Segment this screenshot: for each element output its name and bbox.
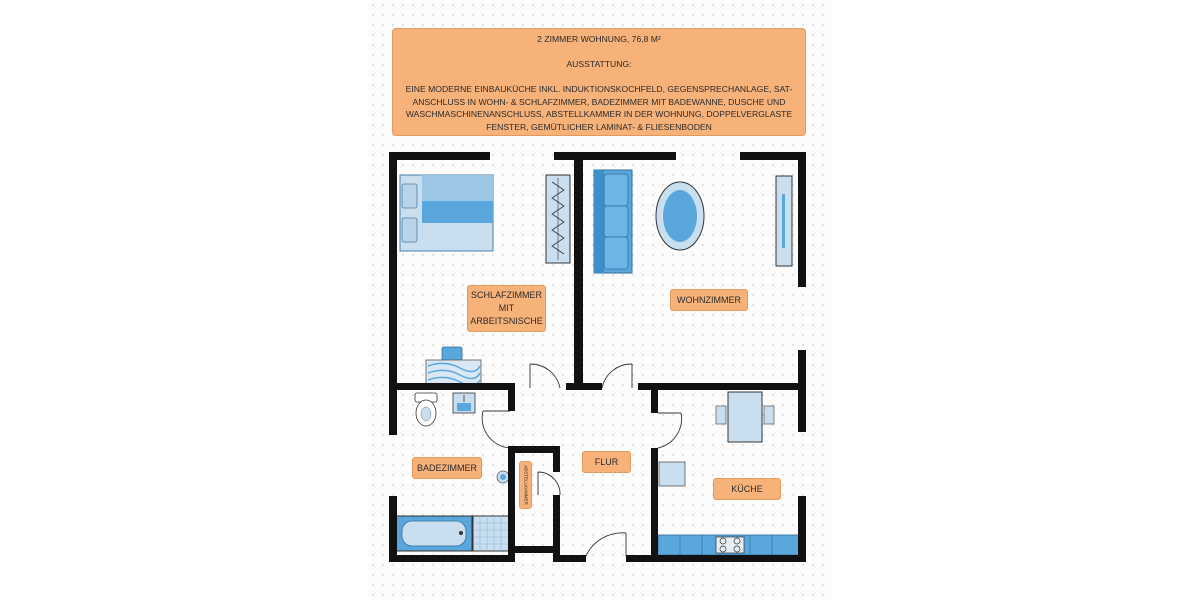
door-bedroom-icon xyxy=(530,364,560,388)
tv-unit-icon xyxy=(776,176,792,266)
room-label-badezimmer: BADEZIMMER xyxy=(412,457,482,479)
sink-icon xyxy=(453,393,475,413)
kitchen-counter-icon xyxy=(658,535,801,555)
features-line-4: FENSTER, GEMÜTLICHER LAMINAT- & FLIESENBODEN xyxy=(486,121,712,132)
sofa-icon xyxy=(594,170,632,273)
features-line-2: ANSCHLUSS IN WOHN- & SCHLAFZIMMER, BADEZIMMER MIT BADEWANNE, DUSCHE UND xyxy=(412,96,786,107)
abstellkammer-text: ABSTELLKAMMER xyxy=(523,465,528,505)
door-living-icon xyxy=(602,364,632,388)
desk-icon xyxy=(426,347,481,386)
features-line-3: WASCHMASCHINENANSCHLUSS, ABSTELLKAMMER IN DER WOHNUNG, DOPPELVERGLASTE xyxy=(405,109,793,119)
fridge-icon xyxy=(659,462,685,486)
room-label-kueche: KÜCHE xyxy=(713,478,781,500)
shower-icon xyxy=(473,516,511,551)
room-label-line-2: MIT xyxy=(498,303,515,313)
door-storage-icon xyxy=(538,472,560,495)
door-bath-icon xyxy=(482,411,510,448)
room-label-wohnzimmer: WOHNZIMMER xyxy=(670,289,748,311)
features-line-1: EINE MODERNE EINBAUKÜCHE INKL. INDUKTIONSKOCHFELD, GEGENSPRECHANLAGE, SAT- xyxy=(405,84,793,94)
door-entrance-icon xyxy=(586,533,626,556)
toilet-icon xyxy=(415,393,437,426)
room-label-flur: FLUR xyxy=(582,451,631,473)
double-bed-icon xyxy=(400,175,493,251)
dining-table-icon xyxy=(716,392,774,442)
features-heading: AUSSTATTUNG: xyxy=(566,59,632,69)
apartment-title: 2 ZIMMER WOHNUNG, 76,8 M² xyxy=(537,34,661,44)
room-label-abstellkammer xyxy=(519,461,532,509)
washing-machine-icon xyxy=(497,471,509,483)
room-label-line-1: SCHLAFZIMMER xyxy=(470,290,542,300)
door-kitchen-icon xyxy=(658,413,682,448)
room-label-schlafzimmer xyxy=(467,285,546,332)
room-label-line-3: ARBEITSNISCHE xyxy=(470,316,543,326)
bathtub-icon xyxy=(396,516,472,551)
coffee-table-icon xyxy=(656,182,704,250)
wardrobe-icon xyxy=(546,175,570,263)
